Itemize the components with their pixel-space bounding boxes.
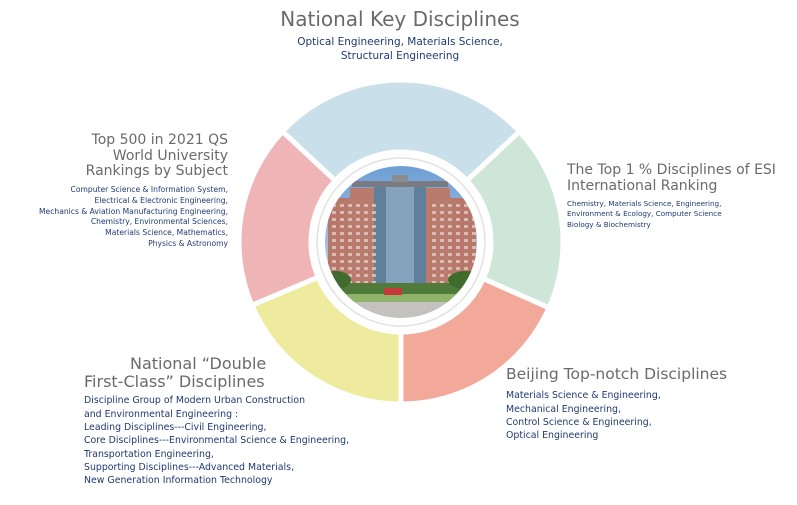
list-line: Mechanical Engineering, <box>506 403 621 415</box>
qs-list <box>6 185 228 250</box>
list-line: Control Science & Engineering, <box>506 417 652 429</box>
qs-title <box>6 133 228 180</box>
list-line: Supporting Disciplines---Advanced Materials, <box>84 461 294 473</box>
double-first-class-list <box>84 394 364 487</box>
esi-block <box>567 163 797 230</box>
list-line: Structural Engineering <box>340 50 460 63</box>
list-line: Core Disciplines---Environmental Science & Engineering, <box>84 435 350 447</box>
list-line: Chemistry, Environmental Sciences, <box>90 217 228 227</box>
national-key-list <box>200 36 600 64</box>
list-line: Computer Science & Information System, <box>70 185 228 195</box>
double-first-class-block <box>84 355 364 488</box>
list-line: Mechanics & Aviation Manufacturing Engineering, <box>38 206 228 216</box>
list-line: Chemistry, Materials Science, Engineering, <box>567 199 722 209</box>
beijing-title: Beijing Top-notch Disciplines <box>506 365 728 383</box>
beijing-block <box>506 366 796 443</box>
title-line: International Ranking <box>567 177 718 194</box>
esi-title <box>567 163 797 194</box>
list-line: Transportation Engineering, <box>84 448 214 460</box>
title-line: Rankings by Subject <box>85 163 228 180</box>
list-line: Biology & Biochemistry <box>567 219 651 229</box>
esi-list <box>567 199 797 229</box>
beijing-list <box>506 389 796 442</box>
list-line: Environment & Ecology, Computer Science <box>567 209 722 219</box>
title-line: World University <box>112 147 228 164</box>
title-line: Top 500 in 2021 QS <box>91 132 228 148</box>
list-line: Discipline Group of Modern Urban Construction <box>84 395 306 407</box>
list-line: and Environmental Engineering : <box>84 408 239 420</box>
qs-block <box>6 133 228 250</box>
list-line: Electrical & Electronic Engineering, <box>94 195 228 205</box>
list-line: Physics & Astronomy <box>148 238 228 248</box>
double-first-class-title <box>84 355 364 390</box>
title-line: National “Double <box>130 354 267 373</box>
title-line: The Top 1 % Disciplines of ESI <box>567 162 776 178</box>
list-line: Leading Disciplines---Civil Engineering, <box>84 421 267 433</box>
list-line: Optical Engineering, Materials Science, <box>297 36 503 49</box>
national-key-title: National Key Disciplines <box>280 7 520 31</box>
list-line: Optical Engineering <box>506 430 599 442</box>
national-key-block <box>200 8 600 64</box>
list-line: Materials Science & Engineering, <box>506 390 661 402</box>
title-line: First-Class” Disciplines <box>84 371 265 391</box>
list-line: Materials Science, Mathematics, <box>105 228 228 238</box>
list-line: New Generation Information Technology <box>84 475 273 487</box>
